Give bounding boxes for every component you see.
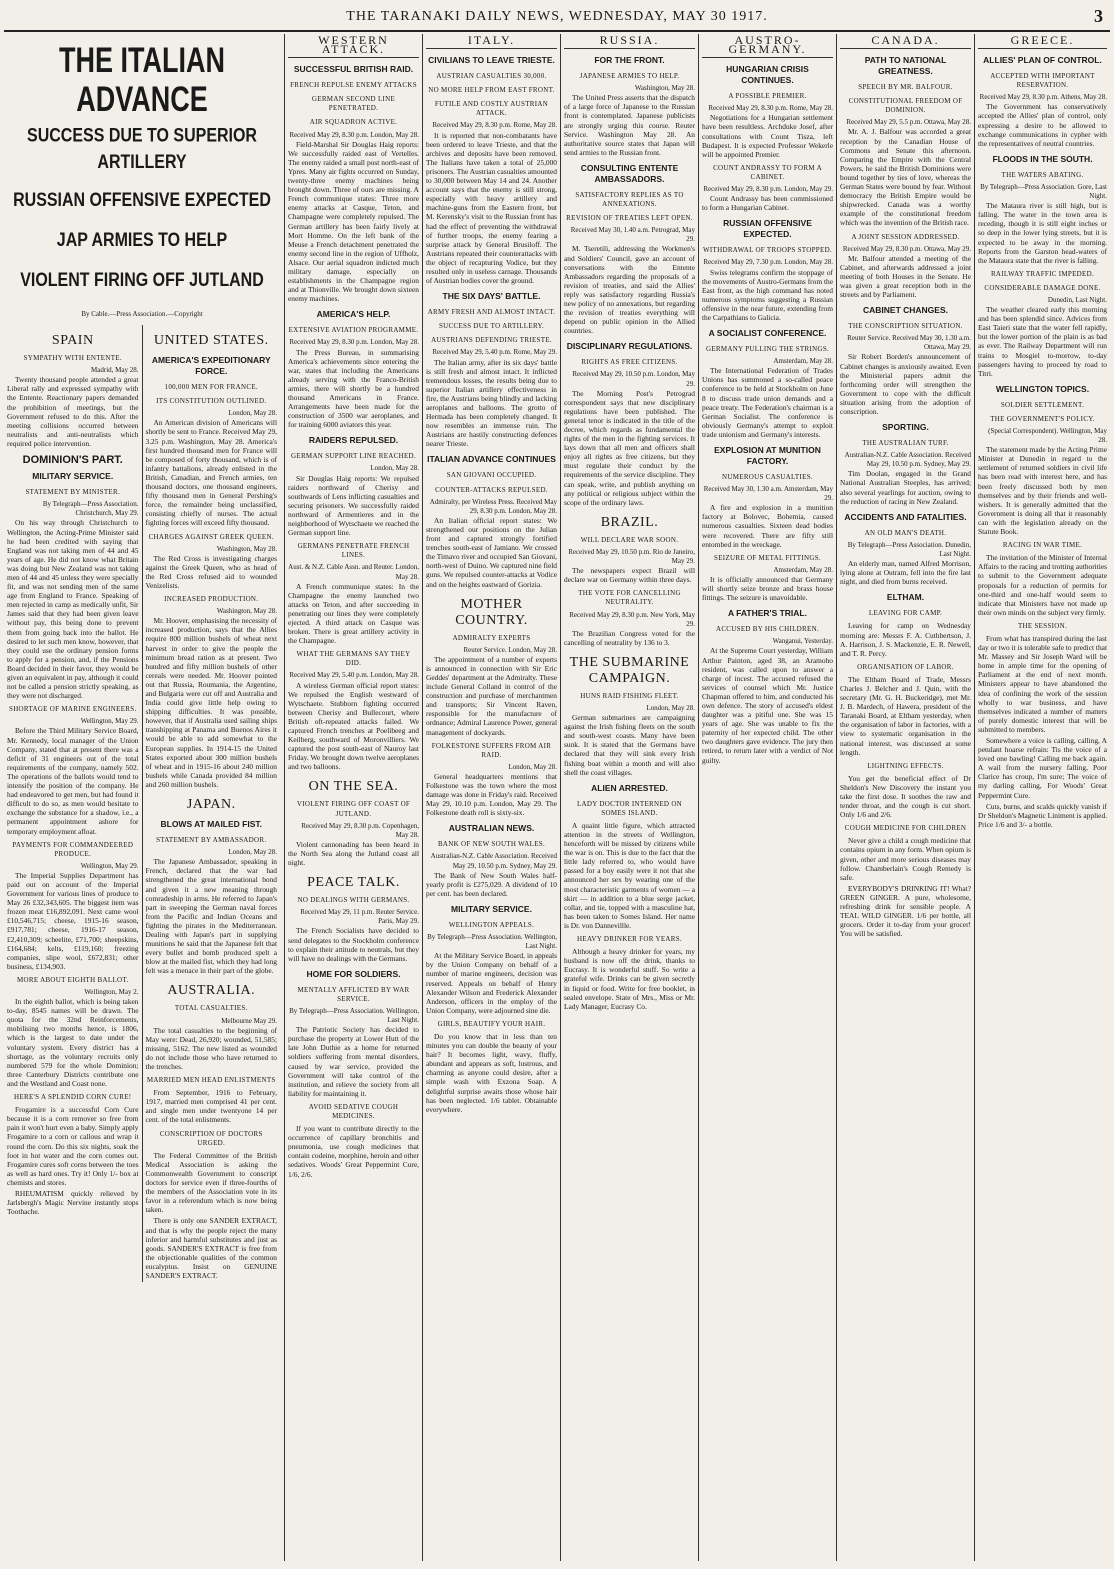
dateline: By Telegraph—Press Association. Gore, Last Night. bbox=[980, 182, 1107, 201]
subheading: INCREASED PRODUCTION. bbox=[164, 595, 259, 604]
article-text: The Morning Post's Petrograd correspondent says that new disciplinary regulations have been published. The general tenor is indicated in the title of the decree, which regards as fundamental the rights of the men in the fighting services. It lays down that all men and officers shall enjoy all rights as free citizens, but they must regulate their conduct by the requirements of the service discipline. They can speak, write, and publish anything on any political or religious subject within the scope of the ordinary laws. bbox=[564, 388, 695, 507]
article-text: Before the Third Military Service Board, Mr. Kennedy, local manager of the Union Company, stated that at present there was a deficit of 31 engineers out of the total requirements of the company, namely 502. The operations of the ballots would tend to intensify the position of the company. He had endeavored to get men, but had found it difficult to do so, as men would hesitate to exchange the substance for a shadow, i.e., a permanent appointment ashore for temporary employment afloat. bbox=[7, 726, 139, 836]
subheading: A POSSIBLE PREMIER. bbox=[728, 92, 807, 101]
column-russia bbox=[560, 34, 698, 1561]
subheading: REVISION OF TREATIES LEFT OPEN. bbox=[566, 214, 693, 223]
subheading: ADMIRALTY EXPERTS bbox=[452, 633, 531, 642]
dateline: Wellington, May 2. bbox=[84, 988, 139, 996]
dateline: Received May 29, 8.30 p.m. London, May 28. bbox=[289, 338, 419, 347]
column-canada bbox=[836, 34, 974, 1561]
advert-text: RHEUMATISM quickly relieved by Jarlsbergh's Magic Nervine instantly stops Toothache. bbox=[7, 1188, 139, 1217]
article-text: Sir Douglas Haig reports: We repulsed raiders northward of Cherisy and southwards of Lens inflicting casualties and securing prisoners. We successfully raided northward of Armentieres and in the neighborhood of Wytschaete we reached the German support line. bbox=[288, 473, 419, 538]
dateline: Amsterdam, May 28. bbox=[773, 357, 833, 366]
dateline: Received May 29, 5.40 p.m. Rome, May 29. bbox=[432, 348, 557, 357]
subheading: THE AUSTRALIAN TURF. bbox=[862, 439, 949, 448]
newspaper-page bbox=[4, 4, 1110, 1561]
advert-text: You get the beneficial effect of Dr Sheldon's New Discovery the instant you take the first dose. It soothes the raw and tender throat, and the cough is cut short. Only 1/6 and 2/6. bbox=[840, 773, 971, 820]
subheading: JAPANESE ARMIES TO HELP. bbox=[579, 72, 680, 81]
subheading: FLOODS IN THE SOUTH. bbox=[992, 153, 1093, 164]
article-text: A wireless German official report states: We repulsed the English westward of Wytschaete. Stubborn fighting occurred between Cherisy and Bullecourt, where British oft-repeated attacks failed. We captured French trenches at Poelibeeg and Keilberg, southward of Moronvilliers. We captured the post south-east of Nauroy last Friday. We brought down twelve aeroplanes and two balloons. bbox=[288, 680, 419, 772]
dateline: Received May 29, 8.30 p.m. Rome, May 28. bbox=[708, 104, 833, 113]
article-text: An American division of Americans will shortly be sent to France. Received May 29, 3.25 p.m. Washington, May 28. America's first hundred thousand men for France will be composed of forty thousand, which is of infantry battalions, already enlisted in the British, Canadian, and French armies, ten thousand doctors, one thousand engineers, fifty thousand men in General Pershing's force, the remainder being unclassified, consisting chiefly of nurses. The actual fighting forces will exceed fifty thousand. bbox=[145, 418, 277, 528]
article-text: Leaving for camp on Wednesday morning are: Messrs F. A. Cuthbertson, J. A. Harrison, J. S. Mackenzie, E. R. Newell, and T. R. Percy. bbox=[840, 621, 971, 658]
subheading: SATISFACTORY REPLIES AS TO ANNEXATIONS. bbox=[575, 190, 684, 209]
dateline: London, May 28. bbox=[370, 464, 419, 473]
subheading: MENTALLY AFFLICTED BY WAR SERVICE. bbox=[297, 985, 410, 1003]
subheading: MARRIED MEN HEAD ENLISTMENTS bbox=[146, 1076, 276, 1085]
article-text: Tim Doolan, engaged in the Grand National Australian Steeples, has arrived; also several yearlings for auction, owing to the reduction of racing in New Zealand. bbox=[840, 469, 971, 506]
subheading: GERMANS PENETRATE FRENCH LINES. bbox=[297, 542, 410, 560]
article-text: Violent cannonading has been heard in the North Sea along the Jutland coast all night. bbox=[288, 839, 419, 868]
subheading: RIGHTS AS FREE CITIZENS. bbox=[581, 358, 678, 367]
subheading: WELLINGTON TOPICS. bbox=[995, 383, 1090, 394]
subheading: FUTILE AND COSTLY AUSTRIAN ATTACK. bbox=[434, 100, 549, 118]
dateline: Aust. & N.Z. Cable Assn. and Reuter. London, May 28. bbox=[288, 563, 419, 581]
section-heading: UNITED STATES. bbox=[153, 333, 269, 349]
article-text: The total casualties to the beginning of May were: Dead, 26,920; wounded, 51,585; missing, 5162. The new listed as wounded do not include those who have returned to the trenches. bbox=[145, 1025, 277, 1071]
dateline: London, May 28. bbox=[228, 848, 277, 857]
column-heading: AUSTRO-GERMANY. bbox=[702, 34, 833, 58]
subheading: FOLKESTONE SUFFERS FROM AIR RAID. bbox=[431, 741, 552, 759]
copyright-line: By Cable.—Press Association.—Copyright bbox=[81, 310, 203, 318]
subheading: EXTENSIVE AVIATION PROGRAMME. bbox=[288, 326, 419, 335]
advert-text: There is only one SANDER EXTRACT, and that is why the people reject the many inferior and harmful substitutes and just as goods. SANDER'S EXTRACT is free from the objectionable qualities of the common eucalyptus. Insist on GENUINE SANDER'S EXTRACT. bbox=[145, 1216, 277, 1280]
subheading: WHAT THE GERMANS SAY THEY DID. bbox=[296, 650, 411, 668]
article-text: Field-Marshal Sir Douglas Haig reports: We successfully raided east of Vertelles. The enemy raided a small post north-east of Ypres. Many air fights occurred on Sunday, twenty-three enemy machines being brought down. Three of ours are missing. A French communique states: Three more enemy attacks at Casque, Teton, and Champagne were completely repulsed. The German artillery has been fairly lively at Mort Homme. On the left bank of the Meuse a French detachment penetrated the enemy second line in the region of Uffholz, Alsace. Our aerial squadron indicted much military damage, especially on establishments in the Champagne region and at Thionville. We brought down sixteen enemy machines. bbox=[288, 139, 419, 304]
dateline: London, May 28. bbox=[508, 762, 557, 771]
subheading: STATEMENT BY AMBASSADOR. bbox=[156, 836, 267, 845]
subheading: SHORTAGE OF MARINE ENGINEERS. bbox=[9, 705, 137, 714]
article-text: The statement made by the Acting Prime Minister at Dunedin in regard to the settlement of returned soldiers in civil life has been read with interest here, and has been freely discussed both by men themselves and by their friends and well-wishers. It is generally admitted that the Government is doing all that it reasonably can with the legislation already on the Statute Book. bbox=[978, 445, 1107, 537]
advert-text: Frogamire is a successful Corn Cure because it is a corn remover so free from pain it won't hurt even a baby. Simply apply Frogamire to a corn or callous and wrap it round the corn. Do this six nights, soak the foot in hot water and the corn comes out. Frogamire cures soft corns between the toes as well as hard ones. Try it! Only 1/- box at chemists and stores. bbox=[7, 1105, 139, 1187]
article-text: The Imperial Supplies Department has paid out on account of the Imperial Government for various lines of produce to May 26 £32,343,605. The biggest item was frozen meat £16,892,091. Next came wool £10,546,715; cheese, 1915-16 season, £917,781; cheese, 1916-17 season, £2,410,309; scheelite, £71,700; sheepskins, £164,684; kelts, £119,160; freezing companies, slipe wool, £672,831; other business, £134,903. bbox=[7, 870, 139, 971]
article-text: From what has transpired during the last day or two it is tolerable safe to predict that Mr. Massey and Sir Joseph Ward will be home in ample time for the opening of Parliament at the end of next month. Ministers appear to have abandoned the idea of confining the work of the session wholly to war business, and have themselves indicated a number of matters of purely domestic interest that will be submitted to members. bbox=[978, 633, 1107, 734]
article-text: The Italian army, after its six days' battle is still fresh and almost intact. It inflicted tremendous losses, the results being due to superior Italian artillery effectiveness in fire, the Austrians being blindly and lacking aeroplanes and balloons. The grotto of Hermada has been completely changed. It now resembles an immense ruin. The Austrians are hastily constructing defences nearer Trieste. bbox=[426, 357, 557, 449]
advert-text: Never give a child a cough medicine that contains opium in any form. When opium is given, other and more serious diseases may follow. Chamberlain's Cough Remedy is safe. bbox=[840, 836, 971, 882]
advert-text: EVERYBODY'S DRINKING IT! What? GREEN GINGER. A pure, wholesome, refreshing drink for sensible people. A TEAL WILD GINGER. 1/6 per bottle, all grocers. Order it to-day from your grocer! You will be satisfied. bbox=[840, 883, 971, 939]
advert-heading: COUGH MEDICINE FOR CHILDREN bbox=[844, 824, 967, 833]
dateline: Received May 29, 10.50 p.m. Rio de Janeiro, May 29. bbox=[568, 547, 695, 566]
subheading: EXPLOSION AT MUNITION FACTORY. bbox=[714, 445, 821, 466]
article-text: Mr. A. J. Balfour was accorded a great reception by the Canadian House of Commons and Senate this afternoon. Comparing the Empire with the Central Powers, he said the British Dominions were bound together by ties of love, whereas the German States were bound by fear. Without democracy the British Empire would be shipwrecked. Canada was a worthy example of the constitutional freedom which was the invention of the British race. bbox=[840, 127, 971, 228]
subheading: GERMAN SECOND LINE PENETRATED. bbox=[311, 95, 396, 113]
advert-text: Somewhere a voice is calling, calling, A petulant hoarse refrain: Tis the voice of a loved one bawling! Calling me back again. A wail from the nursery falling, Poor Clarice has croup, I'm sure; The voice of my darling calling, For Woods' Great Peppermint Cure. bbox=[978, 736, 1107, 800]
advert-heading: LIGHTNING EFFECTS. bbox=[867, 761, 944, 770]
article-text: An Italian official report states: We strengthened our positions on the Julian front and captured strongly fortified trenches south-east of Jamiano. We crossed the Timavo river and occupied San Giovani, north-west of Duino. We captured nine field guns. We repulsed counter-attacks at Vodice and on the heights eastward of Gorizia. bbox=[426, 515, 557, 589]
subheading: CABINET CHANGES. bbox=[862, 305, 948, 316]
subheading: WILL DECLARE WAR SOON. bbox=[580, 535, 679, 544]
subheading: ELTHAM. bbox=[886, 592, 925, 603]
dateline: Reuter Service. Received May 30, 1.30 a.m. Ottawa, May 29. bbox=[847, 334, 971, 352]
dateline: Dunedin, Last Night. bbox=[1047, 295, 1107, 304]
article-text: The newspapers expect Brazil will declare war on Germany within three days. bbox=[564, 566, 695, 585]
column-heading: CANADA. bbox=[840, 34, 971, 49]
subheading: NUMEROUS CASUALTIES. bbox=[722, 473, 813, 481]
dateline: Washington, May 28. bbox=[216, 607, 277, 616]
article-text: The Federal Committee of the British Medical Association is asking the Commonwealth Government to conscript doctors for service even if three-fourths of the members of the Association vote in its favor in a referendum which is now being taken. bbox=[145, 1150, 277, 1215]
lead-headline: THE ITALIAN ADVANCE bbox=[59, 41, 225, 119]
subheading: ORGANISATION OF LABOR. bbox=[857, 662, 954, 671]
column-heading: ITALY. bbox=[426, 34, 557, 49]
article-text: From September, 1916 to February, 1917, married men comprised 41 per cent. and single men under twentyone 14 per cent. of the total enlistments. bbox=[145, 1088, 277, 1125]
subheading: RUSSIAN OFFENSIVE EXPECTED. bbox=[723, 218, 812, 240]
lead-subhead-1: SUCCESS DUE TO SUPERIOR ARTILLERY bbox=[27, 126, 257, 173]
subheading: NO MORE HELP FROM EAST FRONT. bbox=[428, 86, 555, 95]
masthead-title: THE TARANAKI DAILY NEWS, WEDNESDAY, MAY 30 1917. bbox=[346, 9, 768, 24]
advert-text: If you want to contribute directly to the occurrence of capillary bronchitis and pneumonia, use cough medicines that contain codeine, morphine, heroin and other sedatives. Woods' Great Peppermint Cure, 1/6, 2/6. bbox=[288, 1124, 419, 1179]
column-1 bbox=[4, 34, 280, 1561]
subheading: ITALIAN ADVANCE CONTINUES bbox=[427, 454, 556, 465]
subheading: DISCIPLINARY REGULATIONS. bbox=[566, 341, 693, 352]
dateline: Wellington, May 29. bbox=[80, 717, 139, 726]
subheading: BLOWS AT MAILED FIST. bbox=[160, 819, 263, 830]
subheading: RAIDERS REPULSED. bbox=[308, 435, 399, 446]
subheading: ALLIES' PLAN OF CONTROL. bbox=[983, 55, 1102, 66]
dateline: Wanganui, Yesterday. bbox=[772, 637, 833, 646]
subheading: ACCIDENTS AND FATALITIES. bbox=[844, 511, 967, 522]
column-heading: WESTERN ATTACK. bbox=[288, 34, 419, 58]
article-text: The French Socialists have decided to send delegates to the Stockholm conference to explain their attitude to neutrals, but they will have no dealings with the Germans. bbox=[288, 926, 419, 963]
subheading: THE CONSCRIPTION SITUATION. bbox=[848, 322, 963, 331]
subheading: THE WATERS ABATING. bbox=[1001, 170, 1084, 179]
subheading: MILITARY SERVICE. bbox=[32, 471, 114, 482]
article-text: Count Andrassy has been commissioned to form a Hungarian Cabinet. bbox=[702, 194, 833, 213]
subheading: GERMANY PULLING THE STRINGS. bbox=[705, 345, 830, 354]
dateline: By Telegraph—Press Association. Christchurch, May 29. bbox=[42, 500, 139, 518]
subheading: ALIEN ARRESTED. bbox=[591, 782, 668, 793]
column-greece bbox=[974, 34, 1110, 1561]
article-text: The International Federation of Trades Unions has summoned a so-called peace conference to be held at Stockholm on June 8 to discuss trade union demands and a peace treaty. The Federation's chairman is a German Socialist. The conference is obviously Germany's attempt to exploit trade unionism and Germany's interests. bbox=[702, 366, 833, 439]
subheading: SPEECH BY MR. BALFOUR. bbox=[858, 83, 953, 92]
lead-subhead-2: RUSSIAN OFFENSIVE EXPECTED bbox=[13, 190, 271, 211]
dateline: Received May 30, 1.40 a.m. Petrograd, May 29. bbox=[570, 226, 695, 244]
subheading: COUNT ANDRASSY TO FORM A CABINET. bbox=[713, 163, 822, 181]
subheading: A FATHER'S TRIAL. bbox=[728, 608, 807, 619]
dateline: Washington, May 28. bbox=[216, 544, 277, 553]
article-text: In the eighth ballot, which is being taken to-day, 8545 names will be drawn. The quota for the 32nd Reinforcements, mobilising two months hence, is 1806, which is the largest to date under the voluntary system. Every district has a shortage, as the voluntary recruits only numbered 579 for the whole Dominion; three Canterbury Districts contribute one and the Westland and Coast none. bbox=[7, 997, 139, 1088]
column-austro-germany bbox=[698, 34, 836, 1561]
subheading: ARMY FRESH AND ALMOST INTACT. bbox=[427, 308, 556, 317]
subheading: THE SIX DAYS' BATTLE. bbox=[442, 291, 541, 302]
subcolumn-united-states bbox=[143, 325, 278, 1282]
masthead bbox=[4, 4, 1110, 32]
subheading: WITHDRAWAL OF TROOPS STOPPED. bbox=[703, 246, 832, 255]
dateline: Madrid, May 28. bbox=[91, 366, 139, 375]
subheading: PATH TO NATIONAL GREATNESS. bbox=[864, 55, 947, 77]
subheading: FRENCH REPULSE ENEMY ATTACKS bbox=[290, 81, 417, 90]
subheading: 100,000 MEN FOR FRANCE. bbox=[164, 383, 258, 392]
subheading: HOME FOR SOLDIERS. bbox=[306, 968, 401, 979]
dateline: Australian-N.Z. Cable Association. Received May 29, 10.50 p.m. Sydney, May 29. bbox=[430, 852, 557, 870]
article-text: The Japanese Ambassador, speaking in French, declared that the war had strengthened the great international bond and given it a new meaning through comradeship in arms. He referred to Japan's part in sweeping the German naval forces from the Pacific and Indian Oceans and fighting the pirates in the Mediterranean. Dealing with Japan's part in supplying munitions he said that the Japanese felt that every bullet and bomb produced spelt a blow at the mailed fist, which they had long felt was a menace in their part of the globe. bbox=[145, 857, 277, 976]
article-text: At the Military Service Board, in appeals by the Union Company on behalf of a number of marine engineers, decision was reserved. Appeals on behalf of Henry Alexander Wilson and Frederick Alexander Anderson, officers in the employ of the Union Company, were adjourned sine die. bbox=[426, 951, 557, 1015]
subheading: CIVILIANS TO LEAVE TRIESTE. bbox=[428, 55, 555, 66]
dateline: Received May 30, 1.30 a.m. Amsterdam, May 29. bbox=[703, 485, 833, 503]
subheading: HUNS RAID FISHING FLEET. bbox=[580, 691, 679, 700]
subheading: LADY DOCTOR INTERNED ON SOMES ISLAND. bbox=[576, 799, 683, 817]
subheading: TOTAL CASUALTIES. bbox=[174, 1004, 248, 1013]
dateline: Amsterdam, May 28. bbox=[773, 565, 833, 574]
article-text: The weather cleared early this morning and has been splendid since. Advices from East Taieri state that the water fell rapidly, but the lower portion of the plain is as bad as ever. The Railway Department will run trains to Mosgiel to-morrow, to-day passengers having to proceed by road to Titri. bbox=[978, 305, 1107, 378]
subheading: SUCCESSFUL BRITISH RAID. bbox=[293, 64, 414, 75]
subheading: LEAVING FOR CAMP. bbox=[868, 609, 943, 618]
dateline: Received May 29, 8.30 p.m. Athens, May 28. bbox=[979, 93, 1107, 102]
subcolumn-spain bbox=[7, 325, 143, 1282]
dateline: Washington, May 28. bbox=[634, 84, 695, 93]
subheading: GERMAN SUPPORT LINE REACHED. bbox=[291, 452, 416, 461]
column-heading: RUSSIA. bbox=[564, 34, 695, 49]
subheading: A SOCIALIST CONFERENCE. bbox=[708, 328, 827, 339]
subheading: COUNTER-ATTACKS REPULSED. bbox=[435, 485, 548, 494]
section-heading: AUSTRALIA. bbox=[167, 983, 256, 999]
subheading: MILITARY SERVICE. bbox=[451, 903, 532, 914]
advert-text: Do you know that in less than ten minutes you can double the beauty of your hair? It becomes light, wavy, fluffy, abundant and appears as soft, lustrous, and charming as anyone could desire, after a simple wash with Exzona Soap. A delightful surprise awaits those whose hair has been neglected. 1/6 tablet. Obtainable everywhere. bbox=[426, 1031, 557, 1114]
subheading: CONSIDERABLE DAMAGE DONE. bbox=[984, 283, 1101, 292]
subheading: SYMPATHY WITH ENTENTE. bbox=[23, 354, 122, 363]
advert-text: Although a heavy drinker for years, my husband is now off the drink, thanks to Eucrasy. It is wonderful stuff. So write a grateful wife. Drinks can be given secretly in liquid or food. Write for free booklet, in sealed envelope. State of Mrs., Miss or Mr. Lady Manager, Eucrasy Co. bbox=[564, 947, 695, 1011]
article-text: Twenty thousand people attended a great Liberal rally and expressed sympathy with the Entente. Reactionary papers demanded the prohibition of meetings, but the Government refused to do this. After the meeting collisions occurred between neutralists and anti-neutralists which required police intervention. bbox=[7, 375, 139, 448]
subheading: SPORTING. bbox=[882, 422, 929, 433]
section-heading: BRAZIL. bbox=[600, 514, 659, 530]
dateline: By Telegraph—Press Association. Wellington, Last Night. bbox=[427, 933, 557, 951]
article-text: Mr. Balfour attended a meeting of the Cabinet, and afterwards addressed a joint meeting of both Houses in the Senate. He was given a great reception both in the streets and by Parliament. bbox=[840, 253, 971, 300]
dateline: London, May 28. bbox=[646, 703, 695, 712]
column-heading: GREECE. bbox=[978, 34, 1107, 49]
article-text: The United Press asserts that the dispatch of a large force of Japanese to the Russian front is contemplated. Japanese publicists are strongly urging this course. Reuter Service. Washington May 28. An authoritative source states that Japan will send armies to the Russian front. bbox=[564, 93, 695, 157]
subheading: FOR THE FRONT. bbox=[594, 55, 665, 66]
subheading: SAN GIOVANI OCCUPIED. bbox=[446, 471, 537, 480]
article-text: The Press Bureau, in summarising America's achievements since entering the war, states that including the Americans already serving with the Franco-British armies, there will shortly be a hundred thousand Americans in France. Arrangements have been made for the construction of 3500 war aeroplanes, and for training 6000 aviators this year. bbox=[288, 347, 419, 430]
article-text: The invitation of the Minister of Internal Affairs to the racing and trotting authorities to submit to the Government adequate proposals for a reduction of permits for one-third and one-half would seem to indicate that Ministers have not made up their own minds on the subject very firmly. bbox=[978, 553, 1107, 617]
article-text: M. Tseretili, addressing the Workmen's and Soldiers' Council, gave an account of conversations with the Entente Ambassadors regarding the proposals of a revision of treaties, and said the Allies' reply was satisfactory regarding Russia's new policy of no annexations, but regarding the revision of treaties everything will depend on public opinion in the Allied countries. bbox=[564, 244, 695, 336]
subheading: STATEMENT BY MINISTER. bbox=[25, 488, 120, 497]
subheading: SUCCESS DUE TO ARTILLERY. bbox=[438, 322, 545, 331]
article-text: Negotiations for a Hungarian settlement have been resultless. Archduke Josef, after consultations with Count Tisza, left Budapest. It is expected Professor Wekerle will be appointed Premier. bbox=[702, 113, 833, 159]
dateline: By Telegraph—Press Association. Dunedin, Last Night. bbox=[847, 540, 971, 558]
article-text: General headquarters mentions that Folkestone was the town where the most damage was done in Friday's raid. Received May 29, 10.10 p.m. London, May 29. The Folkestone death roll is sixty-six. bbox=[426, 771, 557, 818]
dateline: Received May 29, 8.30 p.m. London, May 29. bbox=[703, 185, 833, 194]
dateline: Wellington, May 29. bbox=[80, 861, 139, 870]
subheading: PAYMENTS FOR COMMANDEERED PRODUCE. bbox=[12, 840, 134, 858]
article-text: The Government has conservatively accepted the Allies' plan of control, only expressing a desire to be allowed to exchange communications in cypher with the representatives of neutral countries. bbox=[978, 102, 1107, 148]
subheading: SEIZURE OF METAL FITTINGS. bbox=[714, 553, 821, 562]
section-heading: PEACE TALK. bbox=[307, 875, 400, 891]
dateline: Reuter Service. London, May 28. bbox=[463, 645, 557, 654]
section-heading: JAPAN. bbox=[186, 797, 236, 813]
advert-heading: HERE'S A SPLENDID CORN CURE! bbox=[14, 1093, 132, 1102]
subheading: MORE ABOUT EIGHTH BALLOT. bbox=[17, 975, 129, 984]
dateline: Australian-N.Z. Cable Association. Received May 29, 10.50 p.m. Sydney, May 29. bbox=[844, 451, 971, 469]
subheading: THE GOVERNMENT'S POLICY. bbox=[990, 414, 1095, 423]
article-text: A quaint little figure, which attracted attention in the streets of Wellington, henceforth will be missed by citizens while the war is on. This is due to the fact that the little lady referred to, who would have passed for a boy easily were it not that she announced her sex by wearing one of the most characteristic garments of women — a skirt — in addition to a blue serge jacket, collar, and tie, topped with a masculine hat, has been taken to Somes Island. Her name is Dr. von Dannevillle. bbox=[564, 820, 695, 930]
subheading: RAILWAY TRAFFIC IMPEDED. bbox=[990, 269, 1095, 278]
subheading: HUNGARIAN CRISIS CONTINUES. bbox=[726, 64, 809, 86]
page-number: 3 bbox=[1094, 6, 1104, 26]
subheading: AUSTRIAN CASUALTIES 30,000. bbox=[436, 72, 547, 81]
article-text: The Eltham Board of Trade, Messrs Charles J. Belcher and J. Quin, with the secretary (Mr. G. H. Buckeridge), met Mr. J. B. Mardech, of Hawera, president of the Taranaki Board, at Eltham yesterday, when the organisation of labor in factories, with a view to systematic organisation in the national interest, was discussed at some length. bbox=[840, 674, 971, 757]
article-text: The Patriotic Society has decided to purchase the property at Lower Hutt of the late John Duthie as a home for returned soldiers suffering from mental disorders, caused by war service, provided the Government will take control of the institution, and relieve the society from all liability for maintaining it. bbox=[288, 1025, 419, 1098]
dateline: Received May 29, 11 p.m. Reuter Service. Paris, May 29. bbox=[300, 908, 419, 926]
dateline: Melbourne May 29. bbox=[221, 1016, 277, 1025]
lead-subhead-4: VIOLENT FIRING OFF JUTLAND bbox=[20, 270, 264, 291]
article-text: The Bank of New South Wales half-yearly profit is £275,029. A dividend of 10 per cent. has been declared. bbox=[426, 870, 557, 898]
subheading: CONSCRIPTION OF DOCTORS URGED. bbox=[159, 1129, 263, 1147]
subheading: CONSULTING ENTENTE AMBASSADORS. bbox=[580, 162, 679, 184]
subheading: AUSTRIANS DEFENDING TRIESTE. bbox=[431, 336, 552, 345]
subheading: BANK OF NEW SOUTH WALES. bbox=[437, 840, 546, 849]
article-text: A fire and explosion in a munition factory at Bolovec, Bohemia, caused numerous casualties. Sixteen dead bodies were recovered. There are fifty still entombed in the wreckage. bbox=[702, 503, 833, 549]
section-heading: DOMINION'S PART. bbox=[22, 454, 123, 467]
subheading: AMERICA'S HELP. bbox=[316, 309, 391, 320]
advert-heading: AVOID SEDATIVE COUGH MEDICINES. bbox=[308, 1102, 399, 1120]
subheading: ACCUSED BY HIS CHILDREN. bbox=[715, 625, 819, 634]
subheading: CONSTITUTIONAL FREEDOM OF DOMINION. bbox=[848, 97, 963, 115]
dateline: Received May 29, 5.5 p.m. Ottawa, May 28. bbox=[846, 118, 971, 127]
advert-heading: GIRLS, BEAUTIFY YOUR HAIR. bbox=[437, 1019, 546, 1028]
article-text: It is reported that non-combatants have been ordered to leave Trieste, and that the archives and deposits have been removed. The Italians have taken a total of 25,000 prisoners. The Austrian casualties amounted to 30,000 between May 14 and 24. Another account says that the enemy is still strong, especially with heavy artillery and machine-guns from the Eastern front, but M. Kerensky's visit to the Russian front has had the effect of preventing the withdrawal of further troops, the enemy fearing a surprise attack by General Brusiloff. The Austrians repeated their counterattacks with the object of recapturing Vodice, but they resulted only in useless carnage. Thousands of Austrian bodies cover the ground. bbox=[426, 130, 557, 286]
advert-text: Cuts, burns, and scalds quickly vanish if Dr Sheldon's Magnetic Liniment is applied. Price 1/6 and 3/- a bottle. bbox=[978, 801, 1108, 829]
subheading: RACING IN WAR TIME. bbox=[1002, 541, 1083, 550]
subheading: AN OLD MAN'S DEATH. bbox=[864, 528, 947, 537]
dateline: By Telegraph—Press Association. Wellington, Last Night. bbox=[289, 1006, 419, 1025]
dateline: Received May 29, 8.30 p.m. Copenhagen, May 28. bbox=[301, 821, 419, 839]
article-text: Swiss telegrams confirm the stoppage of the movements of Austro-Germans from the East front, as the high command has noted numerous symptoms suggesting a Russian offensive in the near future, extending from the Carpathians to Galicia. bbox=[702, 267, 833, 322]
article-text: Mr. Hoover, emphasising the necessity of increased production, says that the Allies require 800 million bushels of wheat next harvest in order to give the people the minimum bread ration as at present. Two hundred and fifty million bushels of other cereals were needed. Mr. Hoover pointed out that Russia, Roumania, the Argentine, and Bulgaria were cut off and Australia and India could give little help owing to shipping difficulties. It was possible, however, that if Australia used sailing ships transhipping at Panama and Buenos Aires it would be able to add somewhat to the European supplies. In 1914-15 the United States exported about 300 million bushels of wheat and in 1915-16 about 240 million bushels while Canada provided 84 million and 260 million bushels. bbox=[145, 616, 277, 789]
dateline: Received May 29, 8.30 p.m. New York, May 29. bbox=[569, 610, 695, 628]
subheading: CHARGES AGAINST GREEK QUEEN. bbox=[148, 532, 274, 541]
subheading: WELLINGTON APPEALS. bbox=[448, 920, 535, 929]
section-heading: THE SUBMARINE CAMPAIGN. bbox=[569, 654, 690, 686]
article-text: The Mataura river is still high, but is falling. The water in the town area is receding, though it is still eight inches or so deep in the lower lying streets, but it is expected to be away in the morning. Reports from the Garston head-waters of the Mataura state that the river is falling. bbox=[978, 201, 1107, 265]
article-text: On his way through Christchurch to Wellington, the Acting-Prime Minister said he had been credited with saying that England was not taking men of 44 and 45 years of age. He did not know what Britain was doing but New Zealand was not taking men of 44 and 45 unless they were specially fit, and was not sending men of the same age from England to France. Speaking of men rejected in camp as medically unfit, Sir James said that they had been given leave without pay, this being done to prevent them from going back into the ballot. He desired to let such men know, however, that they could use the ordinary pension forms to apply for a pension, and, if the Pensions Board decided in their favor, they would be given an equivalent in pay, although it could not be called a pension strictly speaking, as they were not discharged. bbox=[7, 518, 139, 701]
advert-heading: HEAVY DRINKER FOR YEARS. bbox=[577, 935, 682, 944]
article-text: An elderly man, named Alfred Morrison, lying alone at Outram, fell into the fire last night, and died from burns received. bbox=[840, 559, 971, 587]
subheading: ACCEPTED WITH IMPORTANT RESERVATION. bbox=[990, 72, 1095, 90]
subheading: AIR SQUADRON ACTIVE. bbox=[309, 118, 398, 127]
article-text: The Brazilian Congress voted for the cancelling of neutrality by 136 to 3. bbox=[564, 628, 695, 647]
subheading: AMERICA'S EXPEDITIONARY FORCE. bbox=[151, 355, 271, 377]
article-text: Sir Robert Borden's announcement of Cabinet changes is anxiously awaited. Even the Ministerial papers admit the forthcoming order will strengthen the Government to cope with the difficult situation arising from the adoption of conscription. bbox=[840, 352, 971, 416]
column-italy bbox=[422, 34, 560, 1561]
article-text: A French communique states: In the Champagne the enemy launched two attacks on Teton, and after succeeding in penetrating our lines they were completely ejected. A third attack on Casque was broken. There is great artillery activity in the Champagne. bbox=[288, 581, 419, 646]
subheading: SOLDIER SETTLEMENT. bbox=[1000, 400, 1085, 409]
dateline: London, May 28. bbox=[228, 409, 277, 418]
article-text: The appointment of a number of experts is announced in connection with Sir Eric Geddes' department at the Admiralty. These include General Colland in control of the construction and purchase of merchantmen and transports; Sir Vincent Raven, responsible for the manufacture of ordnance; Admiral Laurence Power, general management of dockyards. bbox=[426, 654, 557, 737]
column-western-attack bbox=[284, 34, 422, 1561]
dateline: Received May 29, 7.30 p.m. London, May 28. bbox=[703, 258, 833, 267]
dateline: Received May 29, 8.30 p.m. London, May 28. bbox=[289, 130, 419, 139]
section-heading: ON THE SEA. bbox=[308, 779, 399, 795]
subheading: A JOINT SESSION ADDRESSED. bbox=[851, 232, 960, 241]
lead-subhead-3: JAP ARMIES TO HELP bbox=[56, 230, 228, 251]
subheading: ITS CONSTITUTION OUTLINED. bbox=[156, 397, 267, 406]
article-text: It is officially announced that Germany will shortly seize bronze and brass house fittings. The seizure is unavoidable. bbox=[702, 574, 833, 603]
subheading: VIOLENT FIRING OFF COAST OF JUTLAND. bbox=[296, 800, 411, 818]
subheading: THE SESSION. bbox=[1017, 621, 1068, 630]
subheading: AUSTRALIAN NEWS. bbox=[448, 823, 535, 834]
dateline: Received May 29, 10.50 p.m. London, May 29. bbox=[572, 370, 695, 388]
subheading: THE VOTE FOR CANCELLING NEUTRALITY. bbox=[578, 589, 681, 607]
article-text: At the Supreme Court yesterday, William Arthur Painton, aged 38, an Aramoho resident, was called upon to answer a charge of incest. The accused refused the services of counsel which Mr. Justice Chapman offered to him, and conducted his own defence. The story of accused's eldest daughter was a pitiful one. She was 15 years of age. She was unable to fix the paternity of her expected child. The other two daughters gave evidence. The jury then retired, to return later with a verdict of Not guilty. bbox=[702, 646, 833, 765]
article-text: The Red Cross is investigating charges against the Greek Queen, who as head of the Red Cross refused aid to wounded Venizelists. bbox=[145, 553, 277, 590]
dateline: Admiralty, per Wireless Press. Received May 29, 8.30 p.m. London, May 28. bbox=[429, 497, 557, 515]
section-heading: SPAIN bbox=[51, 333, 94, 349]
dateline: Received May 29, 8.30 p.m. Ottawa, May 29. bbox=[842, 244, 971, 253]
dateline: Received May 29, 5.40 p.m. London, May 28. bbox=[289, 671, 419, 680]
dateline: Received May 29, 8.30 p.m. Rome, May 28. bbox=[432, 121, 557, 130]
subheading: NO DEALINGS WITH GERMANS. bbox=[297, 896, 410, 905]
section-heading: MOTHER COUNTRY. bbox=[455, 596, 528, 628]
article-text: German submarines are campaigning against the Irish fishing fleets on the south and south-west coasts. Many have been sunk. It is stated that the Germans have declared that they will sink every Irish fishing boat within a month and will also shell the coast villages. bbox=[564, 713, 695, 777]
dateline: (Special Correspondent). Wellington, May 28. bbox=[988, 427, 1107, 445]
